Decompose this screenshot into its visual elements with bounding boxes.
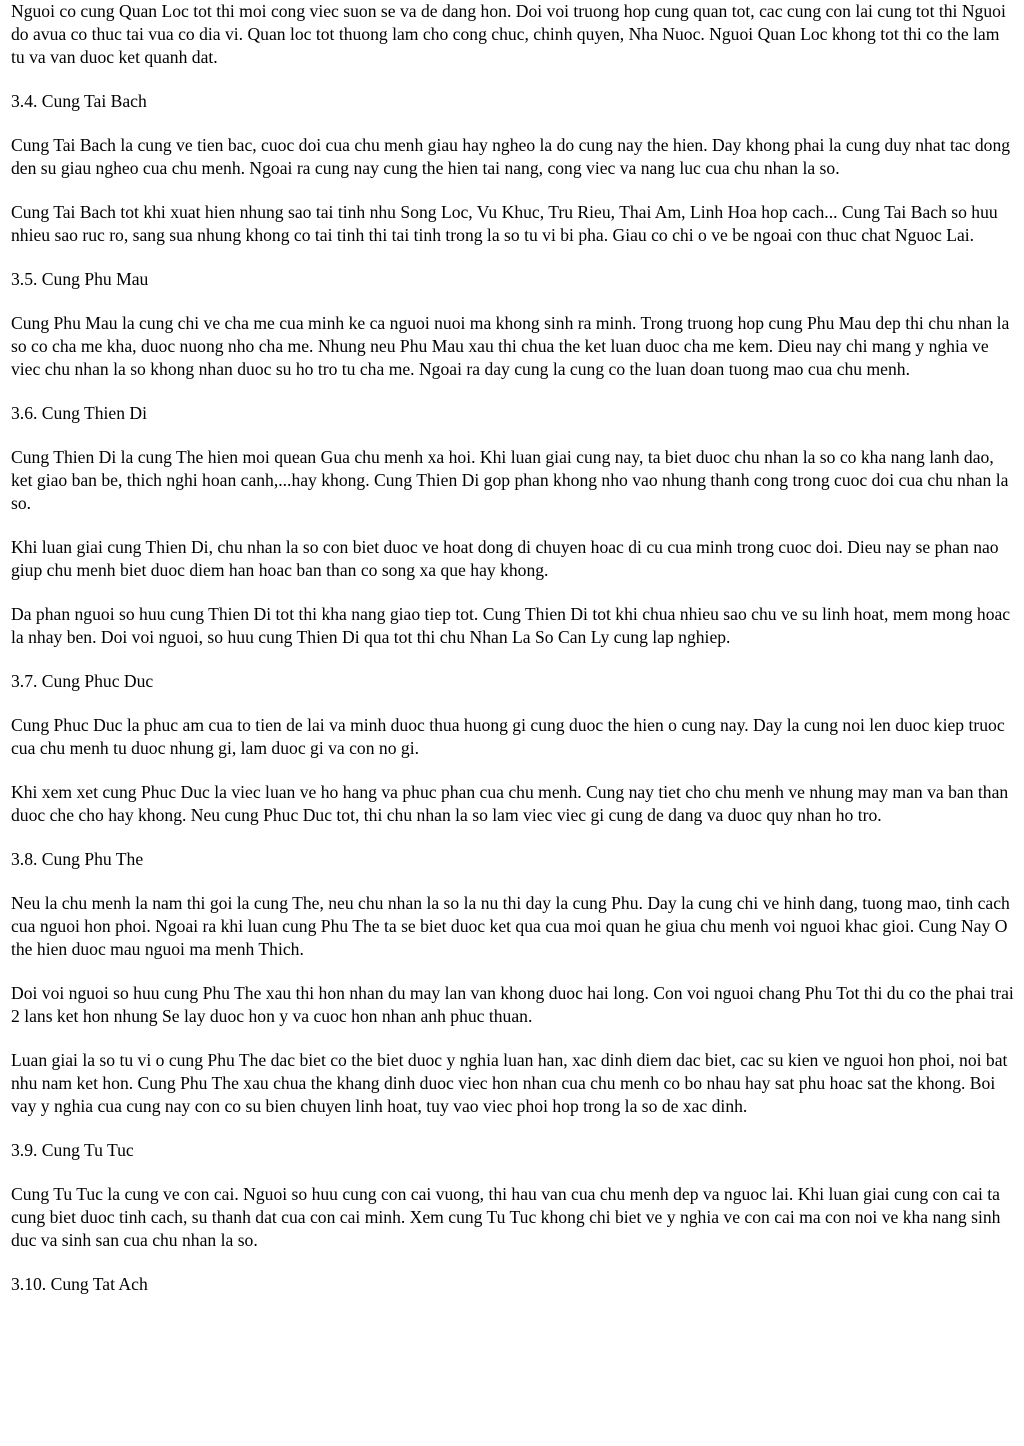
paragraph-phu-the-3: Luan giai la so tu vi o cung Phu The dac biet co the biet duoc y nghia luan han, xac dinh diem dac biet, cac su kien ve nguoi hon phoi, noi bat nhu nam ket hon. Cung Phu The xau chua the khang dinh duoc viec hon nhan cua chu menh co bo nhau hay sat phu hoac sat the khong. Boi vay y nghia cua cung nay con co su bien chuyen linh hoat, tuy vao viec phoi hop trong la so de xac dinh.	[11, 1050, 1008, 1116]
paragraph-phu-mau-1: Cung Phu Mau la cung chi ve cha me cua minh ke ca nguoi nuoi ma khong sinh ra minh. Trong truong hop cung Phu Mau dep thi chu nhan la so co cha me kha, duoc nuong nho cha me. Nhung neu Phu Mau xau thi chua the ket luan duoc cha me kem. Dieu nay chi mang y nghia ve viec chu nhan la so khong nhan duoc su ho tro tu cha me. Ngoai ra day cung la cung co the luan doan tuong mao cua chu menh.	[11, 313, 1010, 379]
section-heading-phuc-duc: 3.7. Cung Phuc Duc	[11, 671, 154, 691]
paragraph-thien-di-1: Cung Thien Di la cung The hien moi quean Gua chu menh xa hoi. Khi luan giai cung nay, ta biet duoc chu nhan la so co kha nang lanh dao, ket giao ban be, thich nghi hoan canh,...hay khong. Cung Thien Di gop phan khong nho vao nhung thanh cong trong cuoc doi cua chu nhan la so.	[11, 447, 1009, 513]
document-body	[11, 0, 1015, 1317]
section-heading-tu-tuc: 3.9. Cung Tu Tuc	[11, 1140, 134, 1160]
paragraph-phuc-duc-1: Cung Phuc Duc la phuc am cua to tien de lai va minh duoc thua huong gi cung duoc the hien o cung nay. Day la cung noi len duoc kiep truoc cua chu menh tu duoc nhung gi, lam duoc gi va con no gi.	[11, 715, 1005, 758]
section-heading-phu-mau: 3.5. Cung Phu Mau	[11, 269, 149, 289]
paragraph-phu-the-2: Doi voi nguoi so huu cung Phu The xau thi hon nhan du may lan van khong duoc hai long. Con voi nguoi chang Phu Tot thi du co the phai trai 2 lans ket hon nhung Se lay duoc hon y va cuoc hon nhan anh phuc thuan.	[11, 983, 1014, 1026]
paragraph-tai-bach-1: Cung Tai Bach la cung ve tien bac, cuoc doi cua chu menh giau hay ngheo la do cung nay the hien. Day khong phai la cung duy nhat tac dong den su giau ngheo cua chu menh. Ngoai ra cung nay cung the hien tai nang, cong viec va nang luc cua chu nhan la so.	[11, 135, 1011, 178]
section-heading-tat-ach: 3.10. Cung Tat Ach	[11, 1274, 148, 1294]
paragraph-quan-loc-intro: Nguoi co cung Quan Loc tot thi moi cong viec suon se va de dang hon. Doi voi truong hop cung quan tot, cac cung con lai cung tot thi Nguoi do avua co thuc tai vua co dia vi. Quan loc tot thuong lam cho cong chuc, chinh quyen, Nha Nuoc. Nguoi Quan Loc khong tot thi co the lam tu va van duoc ket quanh dat.	[11, 1, 1006, 67]
section-heading-phu-the: 3.8. Cung Phu The	[11, 849, 144, 869]
paragraph-tu-tuc-1: Cung Tu Tuc la cung ve con cai. Nguoi so huu cung con cai vuong, thi hau van cua chu menh dep va nguoc lai. Khi luan giai cung con cai ta cung biet duoc tinh cach, su thanh dat cua con cai minh. Xem cung Tu Tuc khong chi biet ve y nghia ve con cai ma con noi ve kha nang sinh duc va sinh san cua chu nhan la so.	[11, 1184, 1001, 1250]
paragraph-phu-the-1: Neu la chu menh la nam thi goi la cung The, neu chu nhan la so la nu thi day la cung Phu. Day la cung chi ve hinh dang, tuong mao, tinh cach cua nguoi hon phoi. Ngoai ra khi luan cung Phu The ta se biet duoc ket qua cua moi quan he giua chu menh voi nguoi khac gioi. Cung Nay O the hien duoc mau nguoi ma menh Thich.	[11, 893, 1010, 959]
paragraph-phuc-duc-2: Khi xem xet cung Phuc Duc la viec luan ve ho hang va phuc phan cua chu menh. Cung nay tiet cho chu menh ve nhung may man va ban than duoc che cho hay khong. Neu cung Phuc Duc tot, thi chu nhan la so lam viec viec gi cung de dang va duoc quy nhan ho tro.	[11, 782, 1009, 825]
paragraph-tai-bach-2: Cung Tai Bach tot khi xuat hien nhung sao tai tinh nhu Song Loc, Vu Khuc, Tru Rieu, Thai Am, Linh Hoa hop cach... Cung Tai Bach so huu nhieu sao ruc ro, sang sua nhung khong co tai tinh thi tai tinh trong la so tu vi bi pha. Giau co chi o ve be ngoai con thuc chat Nguoc Lai.	[11, 202, 998, 245]
paragraph-thien-di-2: Khi luan giai cung Thien Di, chu nhan la so con biet duoc ve hoat dong di chuyen hoac di cu cua minh trong cuoc doi. Dieu nay se phan nao giup chu menh biet duoc diem han hoac ban than co song xa que hay khong.	[11, 537, 999, 580]
section-heading-tai-bach: 3.4. Cung Tai Bach	[11, 91, 147, 111]
paragraph-thien-di-3: Da phan nguoi so huu cung Thien Di tot thi kha nang giao tiep tot. Cung Thien Di tot khi chua nhieu sao chu ve su linh hoat, mem mong hoac la nhay ben. Doi voi nguoi, so huu cung Thien Di qua tot thi chu Nhan La So Can Ly cung lap nghiep.	[11, 604, 1011, 647]
section-heading-thien-di: 3.6. Cung Thien Di	[11, 403, 148, 423]
